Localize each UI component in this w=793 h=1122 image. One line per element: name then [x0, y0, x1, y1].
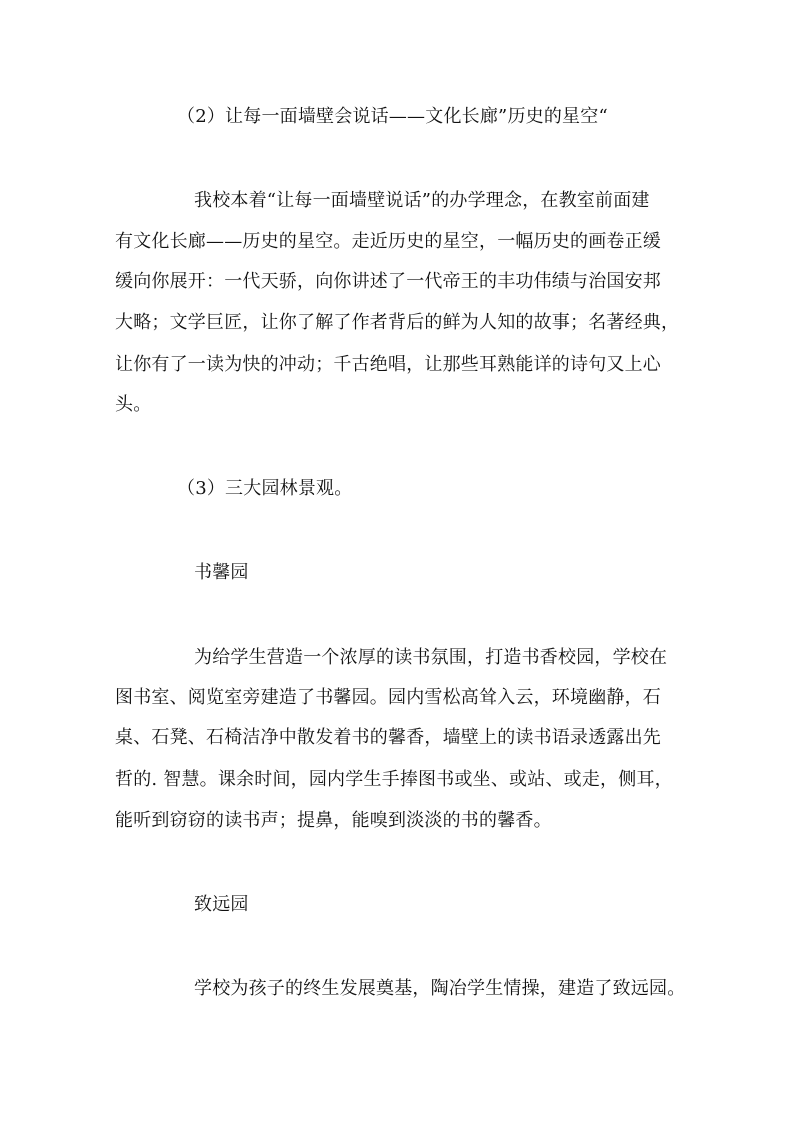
paragraph-line: 能听到窃窃的读书声；提鼻，能嗅到淡淡的书的馨香。 [115, 810, 552, 831]
garden2-title: 致远园 [194, 894, 249, 915]
garden1-title: 书馨园 [194, 562, 249, 583]
paragraph-line: 学校为孩子的终生发展奠基，陶冶学生情操，建造了致远园。 [194, 978, 686, 999]
section3-heading: （3）三大园林景观。 [177, 478, 353, 499]
paragraph-line: 哲的. 智慧。课余时间，园内学生手捧图书或坐、或站、或走，侧耳， [115, 769, 673, 790]
section2-heading: （2）让每一面墙壁会说话——文化长廊”历史的星空“ [177, 106, 608, 127]
paragraph-line: 有文化长廊——历史的星空。走近历史的星空，一幅历史的画卷正缓 [115, 231, 661, 252]
paragraph-line: 我校本着“让每一面墙壁说话”的办学理念，在教室前面建 [194, 190, 650, 211]
paragraph-line: 图书室、阅览室旁建造了书馨园。园内雪松高耸入云，环境幽静，石 [115, 687, 661, 708]
paragraph-line: 为给学生营造一个浓厚的读书氛围，打造书香校园，学校在 [194, 647, 668, 668]
paragraph-line: 让你有了一读为快的冲动；千古绝唱，让那些耳熟能详的诗句又上心 [115, 354, 661, 375]
paragraph-line: 大略；文学巨匠，让你了解了作者背后的鲜为人知的故事；名著经典， [115, 312, 680, 333]
paragraph-line: 缓向你展开：一代天骄，向你讲述了一代帝王的丰功伟绩与治国安邦 [115, 271, 661, 292]
paragraph-line: 头。 [115, 394, 152, 415]
paragraph-line: 桌、石凳、石椅洁净中散发着书的馨香，墙壁上的读书语录透露出先 [115, 727, 661, 748]
